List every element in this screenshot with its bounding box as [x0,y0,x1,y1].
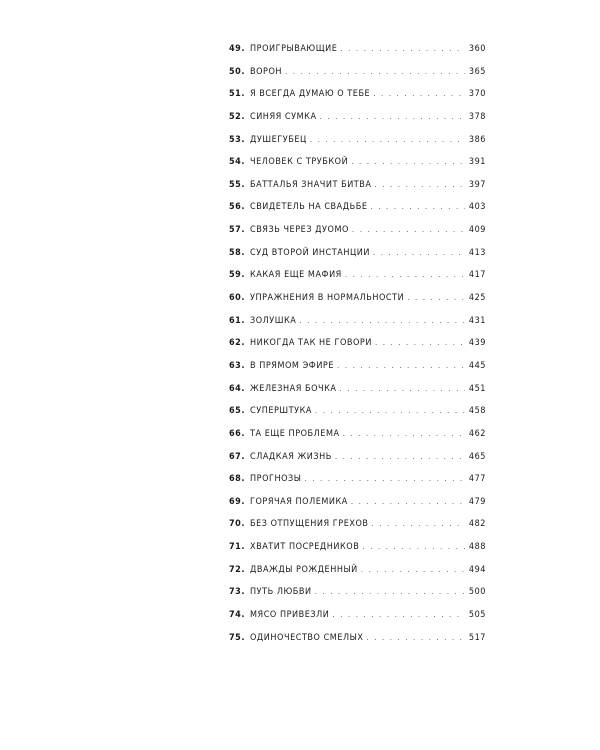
dot-leader [366,633,464,642]
entry-title: СУПЕРШТУКА [250,406,313,417]
toc-entry[interactable] [229,248,486,271]
entry-title: СУД ВТОРОЙ ИНСТАНЦИИ [250,247,371,258]
toc-entry[interactable] [229,429,486,452]
toc-entry[interactable] [229,565,486,588]
dot-leader [337,361,465,370]
entry-title: БЕЗ ОТПУЩЕНИЯ ГРЕХОВ [250,519,369,530]
entry-page-number: 403 [468,202,486,213]
entry-title: БАТТАЛЬЯ ЗНАЧИТ БИТВА [250,179,372,190]
entry-title: ДУШЕГУБЕЦ [250,134,307,145]
toc-entry[interactable] [229,180,486,203]
entry-number: 59. [229,270,245,281]
entry-title: ОДИНОЧЕСТВО СМЕЛЫХ [250,632,364,643]
toc-entry[interactable] [229,452,486,475]
dot-leader [315,406,465,415]
entry-page-number: 397 [468,179,486,190]
entry-number: 64. [229,383,245,394]
entry-title: КАКАЯ ЕЩЕ МАФИЯ [250,270,342,281]
entry-page-number: 409 [468,225,486,236]
entry-title: СВЯЗЬ ЧЕРЕЗ ДУОМО [250,225,349,236]
toc-entry[interactable] [229,157,486,180]
entry-title: НИКОГДА ТАК НЕ ГОВОРИ [250,338,372,349]
entry-page-number: 386 [468,134,486,145]
entry-number: 54. [229,157,245,168]
dot-leader [351,497,465,506]
entry-page-number: 413 [468,247,486,258]
entry-number: 55. [229,179,245,190]
entry-title: ХВАТИТ ПОСРЕДНИКОВ [250,542,360,553]
entry-page-number: 417 [468,270,486,281]
entry-page-number: 378 [468,111,486,122]
entry-number: 73. [229,587,245,598]
toc-entry[interactable] [229,135,486,158]
entry-page-number: 365 [468,66,486,77]
toc-entry[interactable] [229,270,486,293]
toc-entry[interactable] [229,519,486,542]
entry-title: ВОРОН [250,66,283,77]
entry-title: МЯСО ПРИВЕЗЛИ [250,610,330,621]
dot-leader [375,180,465,189]
entry-title: СИНЯЯ СУМКА [250,111,317,122]
entry-number: 74. [229,610,245,621]
toc-entry[interactable] [229,112,486,135]
entry-title: УПРАЖНЕНИЯ В НОРМАЛЬНОСТИ [250,293,405,304]
entry-title: СЛАДКАЯ ЖИЗНЬ [250,451,332,462]
entry-number: 67. [229,451,245,462]
toc-entry[interactable] [229,384,486,407]
entry-title: ЖЕЛЕЗНАЯ БОЧКА [250,383,337,394]
entry-page-number: 458 [468,406,486,417]
entry-page-number: 425 [468,293,486,304]
entry-number: 52. [229,111,245,122]
toc-entry[interactable] [229,89,486,112]
table-of-contents [229,44,486,655]
entry-page-number: 462 [468,428,486,439]
entry-number: 75. [229,632,245,643]
entry-title: ТА ЕЩЕ ПРОБЛЕМА [250,428,340,439]
toc-entry[interactable] [229,406,486,429]
dot-leader [407,293,465,302]
entry-page-number: 494 [468,564,486,575]
entry-page-number: 488 [468,542,486,553]
entry-number: 63. [229,360,245,371]
entry-number: 57. [229,225,245,236]
entry-number: 71. [229,542,245,553]
dot-leader [351,157,465,166]
dot-leader [310,135,465,144]
entry-title: СВИДЕТЕЛЬ НА СВАДЬБЕ [250,202,368,213]
entry-number: 53. [229,134,245,145]
entry-title: ГОРЯЧАЯ ПОЛЕМИКА [250,496,348,507]
toc-entry[interactable] [229,44,486,67]
entry-number: 62. [229,338,245,349]
entry-title: В ПРЯМОМ ЭФИРЕ [250,360,335,371]
dot-leader [315,587,465,596]
dot-leader [352,225,465,234]
entry-page-number: 391 [468,157,486,168]
entry-number: 68. [229,474,245,485]
entry-number: 70. [229,519,245,530]
entry-title: ДВАЖДЫ РОЖДЕННЫЙ [250,564,358,575]
entry-number: 66. [229,428,245,439]
toc-entry[interactable] [229,542,486,565]
dot-leader [332,610,464,619]
dot-leader [370,202,464,211]
toc-entry[interactable] [229,67,486,90]
dot-leader [304,474,464,483]
entry-page-number: 451 [468,383,486,394]
entry-page-number: 370 [468,89,486,100]
entry-page-number: 465 [468,451,486,462]
dot-leader [285,67,465,76]
dot-leader [373,89,465,98]
entry-number: 51. [229,89,245,100]
entry-title: ЧЕЛОВЕК С ТРУБКОЙ [250,157,349,168]
dot-leader [320,112,465,121]
toc-entry[interactable] [229,633,486,656]
toc-entry[interactable] [229,225,486,248]
toc-entry[interactable] [229,610,486,633]
entry-page-number: 360 [468,44,486,54]
dot-leader [299,316,465,325]
toc-entry[interactable] [229,361,486,384]
entry-number: 60. [229,293,245,304]
toc-entry[interactable] [229,338,486,361]
entry-page-number: 500 [468,587,486,598]
entry-page-number: 431 [468,315,486,326]
entry-number: 69. [229,496,245,507]
toc-entry[interactable] [229,316,486,339]
toc-entry[interactable] [229,293,486,316]
dot-leader [375,338,465,347]
entry-number: 56. [229,202,245,213]
entry-number: 58. [229,247,245,258]
entry-page-number: 517 [468,632,486,643]
entry-title: ПРОИГРЫВАЮЩИЕ [250,44,338,54]
entry-page-number: 445 [468,360,486,371]
toc-entry[interactable] [229,474,486,497]
entry-number: 65. [229,406,245,417]
toc-entry[interactable] [229,497,486,520]
dot-leader [340,44,465,53]
dot-leader [362,542,465,551]
entry-page-number: 479 [468,496,486,507]
dot-leader [340,384,465,393]
entry-page-number: 439 [468,338,486,349]
toc-entry[interactable] [229,202,486,225]
entry-page-number: 505 [468,610,486,621]
dot-leader [343,429,465,438]
entry-title: ПУТЬ ЛЮБВИ [250,587,312,598]
dot-leader [373,248,465,257]
entry-number: 61. [229,315,245,326]
entry-number: 72. [229,564,245,575]
dot-leader [361,565,465,574]
entry-title: Я ВСЕГДА ДУМАЮ О ТЕБЕ [250,89,371,100]
dot-leader [335,452,465,461]
dot-leader [372,519,465,528]
entry-page-number: 477 [468,474,486,485]
toc-entry[interactable] [229,587,486,610]
entry-page-number: 482 [468,519,486,530]
entry-title: ЗОЛУШКА [250,315,297,326]
entry-number: 49. [229,44,245,54]
dot-leader [345,270,465,279]
entry-title: ПРОГНОЗЫ [250,474,302,485]
entry-number: 50. [229,66,245,77]
